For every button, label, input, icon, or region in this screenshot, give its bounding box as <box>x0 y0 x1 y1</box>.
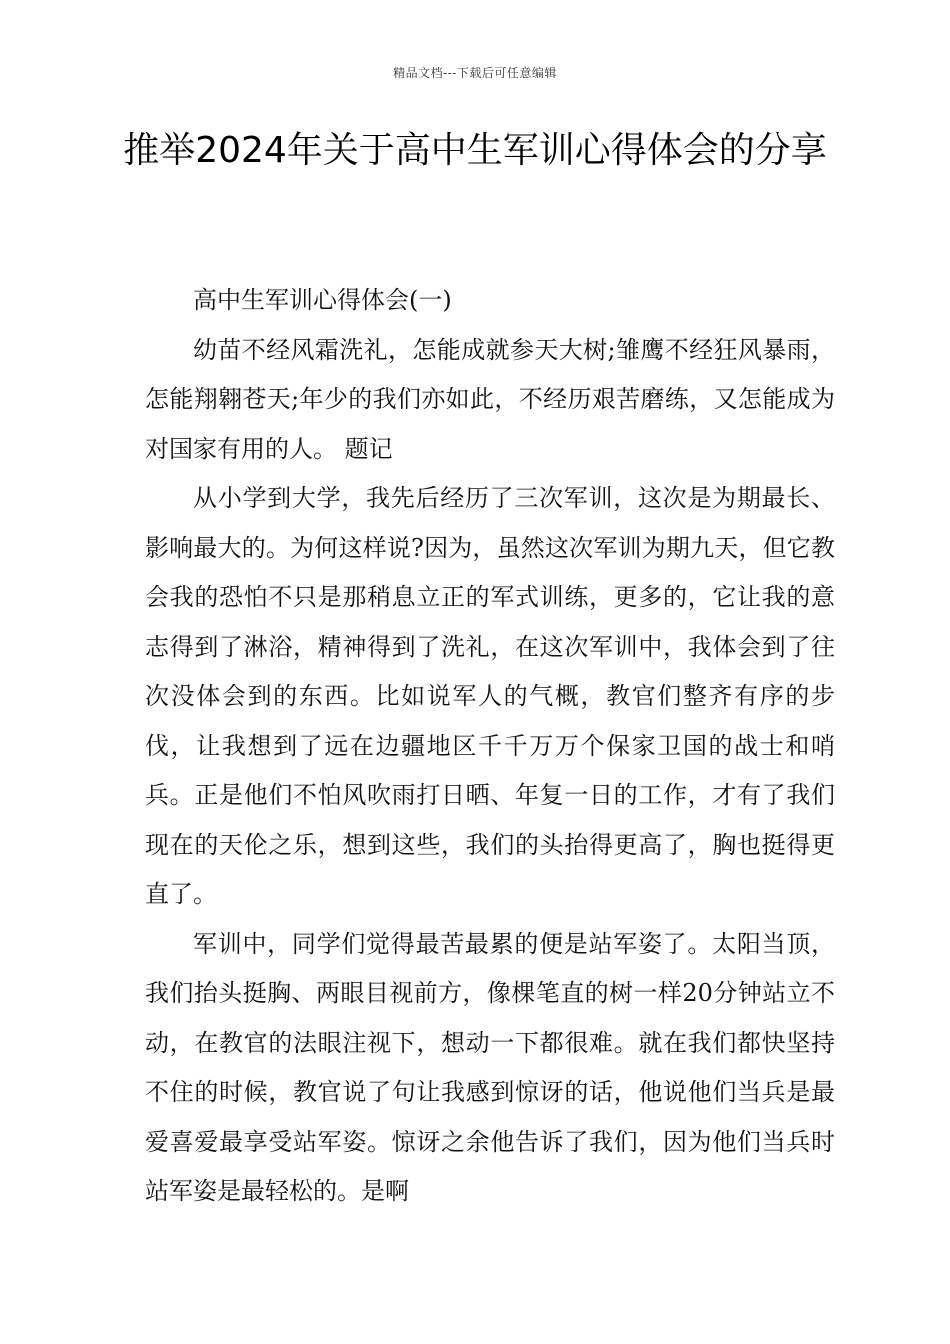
header-note: 精品文档---下载后可任意编辑 <box>393 66 557 80</box>
document-body <box>145 276 835 1217</box>
paragraph: 从小学到大学，我先后经历了三次军训，这次是为期最长、影响最大的。为何这样说?因为，虽然这次军训为期九天，但它教会我的恐怕不只是那稍息立正的军式训练，更多的，它让我的意志得到了淋浴，精神得到了洗礼，在这次军训中，我体会到了往次没体会到的东西。比如说军人的气概，教官们整齐有序的步伐，让我想到了远在边疆地区千千万万个保家卫国的战士和哨兵。正是他们不怕风吹雨打日晒、年复一日的工作，才有了我们现在的天伦之乐，想到这些，我们的头抬得更高了，胸也挺得更直了。 <box>145 484 835 908</box>
section-heading: 高中生军训心得体会(一) <box>193 286 452 314</box>
paragraph: 军训中，同学们觉得最苦最累的便是站军姿了。太阳当顶，我们抬头挺胸、两眼目视前方，像棵笔直的树一样20分钟站立不动，在教官的法眼注视下，想动一下都很难。就在我们都快坚持不住的时候，教官说了句让我感到惊讶的话，他说他们当兵是最爱喜爱最享受站军姿。惊讶之余他告诉了我们，因为他们当兵时站军姿是最轻松的。是啊 <box>145 929 835 1205</box>
document-title: 推举2024年关于高中生军训心得体会的分享 <box>123 130 827 171</box>
paragraph: 幼苗不经风霜洗礼，怎能成就参天大树;雏鹰不经狂风暴雨，怎能翔翱苍天;年少的我们亦如此，不经历艰苦磨练，又怎能成为对国家有用的人。 题记 <box>145 335 835 463</box>
